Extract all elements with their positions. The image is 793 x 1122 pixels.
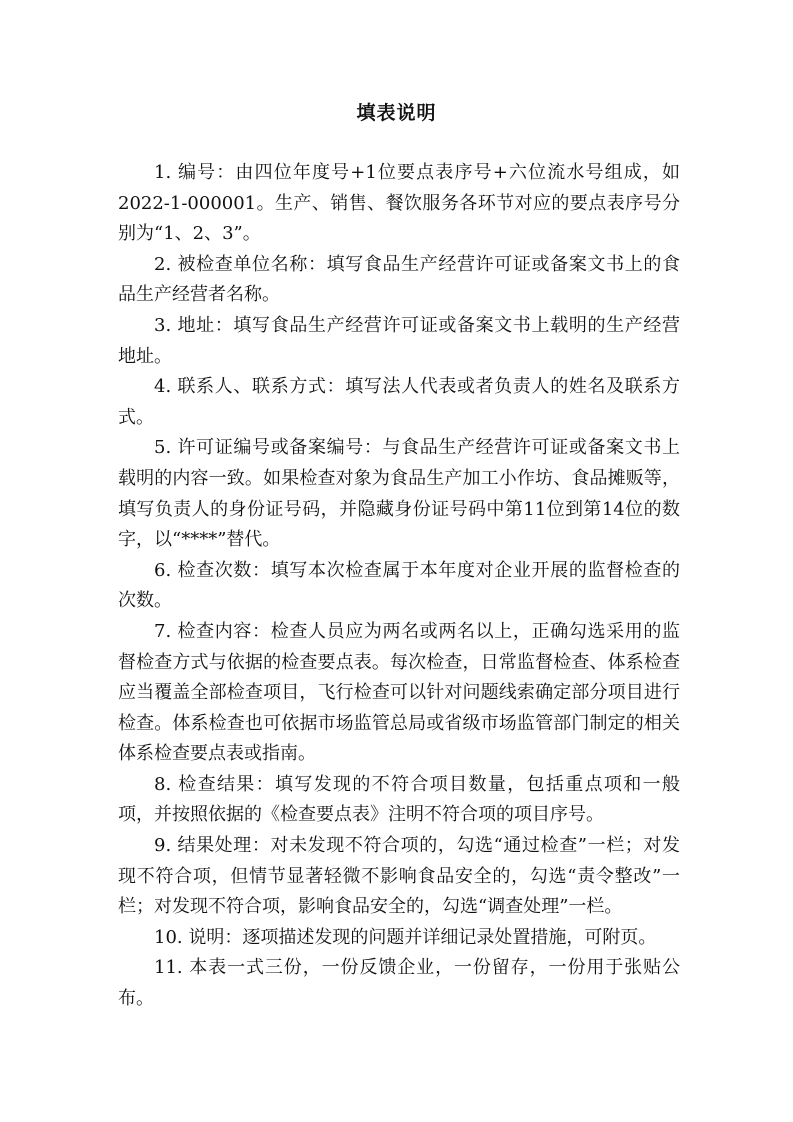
- instruction-item-5: 5. 许可证编号或备案编号：与食品生产经营许可证或备案文书上载明的内容一致。如果检查对象为食品生产加工小作坊、食品摊贩等，填写负责人的身份证号码，并隐藏身份证号码中第11位到第14位的数字，以“****”替代。: [118, 437, 680, 551]
- instruction-item-4: 4. 联系人、联系方式：填写法人代表或者负责人的姓名及联系方式。: [118, 376, 680, 428]
- instruction-item-9: 9. 结果处理：对未发现不符合项的，勾选“通过检查”一栏；对发现不符合项，但情节显著轻微不影响食品安全的，勾选“责令整改”一栏；对发现不符合项，影响食品安全的，勾选“调查处理”一栏。: [118, 835, 680, 918]
- instruction-item-11: 11. 本表一式三份，一份反馈企业，一份留存，一份用于张贴公布。: [118, 957, 680, 1010]
- instruction-item-1: 1. 编号：由四位年度号+1位要点表序号+六位流水号组成，如2022-1-000001。生产、销售、餐饮服务各环节对应的要点表序号分别为“1、2、3”。: [118, 162, 680, 245]
- instruction-item-8: 8. 检查结果：填写发现的不符合项目数量，包括重点项和一般项，并按照依据的《检查要点表》注明不符合项的项目序号。: [118, 773, 680, 826]
- instruction-item-2: 2. 被检查单位名称：填写食品生产经营许可证或备案文书上的食品生产经营者名称。: [118, 253, 680, 306]
- instruction-item-10: 10. 说明：逐项描述发现的问题并详细记录处置措施，可附页。: [154, 926, 657, 948]
- instruction-item-6: 6. 检查次数：填写本次检查属于本年度对企业开展的监督检查的次数。: [118, 559, 680, 612]
- page-title: 填表说明: [356, 102, 437, 124]
- instruction-item-3: 3. 地址：填写食品生产经营许可证或备案文书上载明的生产经营地址。: [118, 314, 680, 367]
- instructions-body: [118, 158, 680, 1015]
- instruction-item-7: 7. 检查内容：检查人员应为两名或两名以上，正确勾选采用的监督检查方式与依据的检查要点表。每次检查，日常监督检查、体系检查应当覆盖全部检查项目，飞行检查可以针对问题线索确定部分项目进行检查。体系检查也可依据市场监管总局或省级市场监管部门制定的相关体系检查要点表或指南。: [118, 620, 680, 765]
